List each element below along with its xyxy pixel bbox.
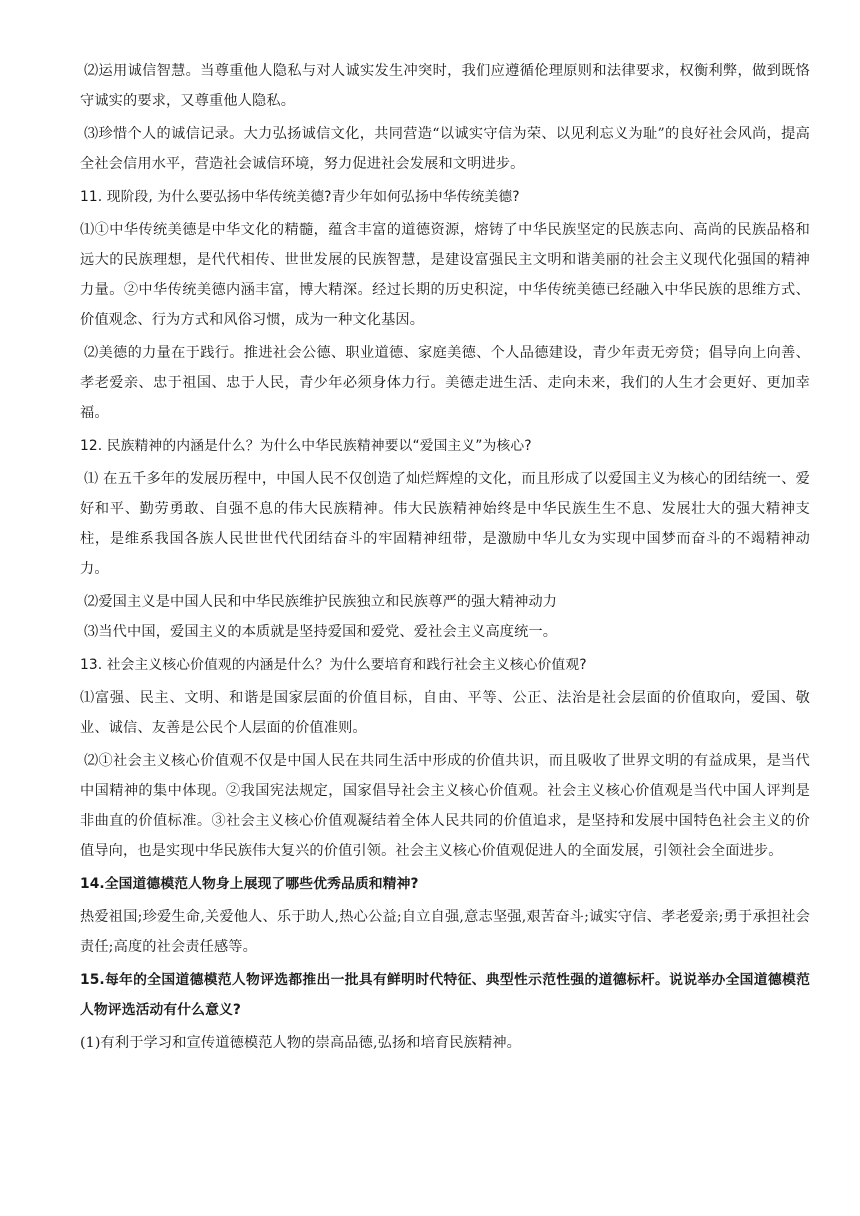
question-heading: 14.全国道德模范人物身上展现了哪些优秀品质和精神? — [80, 876, 419, 892]
answer-paragraph: (1)有利于学习和宣传道德模范人物的崇高品德,弘扬和培育民族精神。 — [80, 1035, 521, 1051]
answer-paragraph: ⑶珍惜个人的诚信记录。大力弘扬诚信文化，共同营造“以诚实守信为荣、以见利忘义为耻”的良好社会风尚，提高全社会信用水平，营造社会诚信环境，努力促进社会发展和文明进步。 — [80, 126, 810, 172]
answer-paragraph: ⑶当代中国，爱国主义的本质就是坚持爱国和爱党、爱社会主义高度统一。 — [84, 624, 558, 640]
answer-paragraph: ⑵运用诚信智慧。当尊重他人隐私与对人诚实发生冲突时，我们应遵循伦理原则和法律要求，权衡利弊，做到既恪守诚实的要求，又尊重他人隐私。 — [80, 63, 810, 109]
answer-paragraph: ⑴①中华传统美德是中华文化的精髓，蕴含丰富的道德资源，熔铸了中华民族坚定的民族志向、高尚的民族品格和远大的民族理想，是代代相传、世世发展的民族智慧，是建设富强民主文明和谐美丽的社会主义现代化强国的精神力量。②中华传统美德内涵丰富，博大精深。经过长期的历史积淀，中华传统美德已经融入中华民族的思维方式、价值观念、行为方式和风俗习惯，成为一种文化基因。 — [80, 222, 810, 328]
question-heading: 13. 社会主义核心价值观的内涵是什么？为什么要培育和践行社会主义核心价值观? — [80, 657, 587, 673]
question-heading: 12. 民族精神的内涵是什么？为什么中华民族精神要以“爱国主义”为核心? — [80, 438, 532, 454]
question-heading: 15.每年的全国道德模范人物评选都推出一批具有鲜明时代特征、典型性示范性强的道德标杆。说说举办全国道德模范人物评选活动有什么意义? — [80, 972, 810, 1018]
answer-paragraph: ⑵爱国主义是中国人民和中华民族维护民族独立和民族尊严的强大精神动力 — [84, 594, 558, 610]
document-body — [80, 56, 810, 1058]
answer-paragraph: ⑵①社会主义核心价值观不仅是中国人民在共同生活中形成的价值共识，而且吸收了世界文明的有益成果，是当代中国精神的集中体现。②我国宪法规定，国家倡导社会主义核心价值观。社会主义核心价值观是当代中国人评判是非曲直的价值标准。③社会主义核心价值观凝结着全体人民共同的价值追求，是坚持和发展中国特色社会主义的价值导向，也是实现中华民族伟大复兴的价值引领。社会主义核心价值观促进人的全面发展，引领社会全面进步。 — [80, 753, 810, 859]
answer-paragraph: ⑴ 在五千多年的发展历程中，中国人民不仅创造了灿烂辉煌的文化，而且形成了以爱国主义为核心的团结统一、爱好和平、勤劳勇敢、自强不息的伟大民族精神。伟大民族精神始终是中华民族生生不息、发展壮大的强大精神支柱，是维系我国各族人民世世代代团结奋斗的牢固精神纽带，是激励中华儿女为实现中国梦而奋斗的不竭精神动力。 — [80, 471, 810, 577]
question-heading: 11. 现阶段, 为什么要弘扬中华传统美德?青少年如何弘扬中华传统美德? — [80, 189, 520, 205]
answer-paragraph: 热爱祖国;珍爱生命,关爱他人、乐于助人,热心公益;自立自强,意志坚强,艰苦奋斗;诚实守信、孝老爱亲;勇于承担社会责任;高度的社会责任感等。 — [80, 909, 810, 955]
answer-paragraph: ⑴富强、民主、文明、和谐是国家层面的价值目标，自由、平等、公正、法治是社会层面的价值取向，爱国、敬业、诚信、友善是公民个人层面的价值准则。 — [80, 690, 810, 736]
answer-paragraph: ⑵美德的力量在于践行。推进社会公德、职业道德、家庭美德、个人品德建设，青少年责无旁贷；倡导向上向善、孝老爱亲、忠于祖国、忠于人民，青少年必须身体力行。美德走进生活、走向未来，我们的人生才会更好、更加幸福。 — [80, 345, 810, 421]
